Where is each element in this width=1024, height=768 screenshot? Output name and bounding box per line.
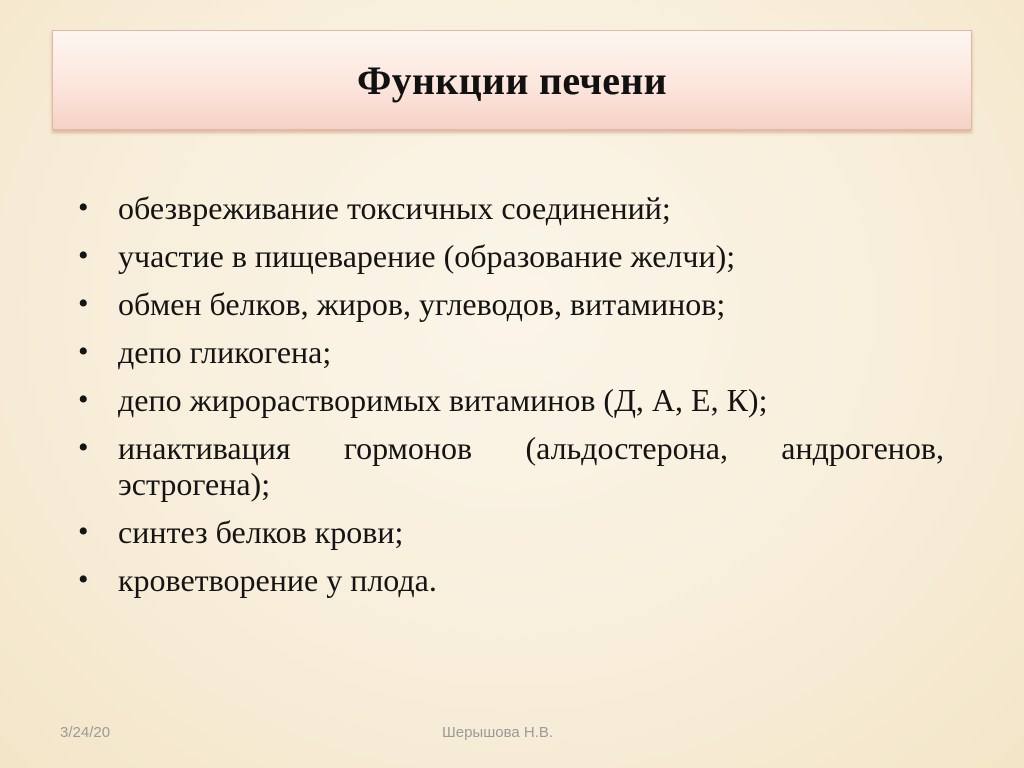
bullet-item: [78, 514, 944, 550]
footer-author: Шерышова Н.В.: [442, 724, 554, 741]
bullet-text: депо жирорастворимых витаминов (Д, А, Е, К);: [118, 382, 768, 418]
bullet-text-continuation: эстрогена);: [118, 466, 271, 502]
title-box: [52, 30, 972, 130]
bullet-item: [78, 238, 944, 274]
bullet-dot-icon: •: [78, 287, 89, 320]
bullet-dot-icon: •: [78, 515, 89, 548]
slide-title: Функции печени: [356, 57, 667, 103]
bullet-text: кроветворение у плода.: [118, 562, 437, 598]
bullet-item: [78, 286, 944, 322]
bullet-text: инактивация гормонов (альдостерона, андрогенов,: [118, 430, 944, 466]
bullet-dot-icon: •: [78, 191, 89, 224]
bullet-list: [78, 190, 944, 610]
bullet-text: обмен белков, жиров, углеводов, витаминов;: [118, 286, 726, 322]
bullet-dot-icon: •: [78, 431, 89, 464]
bullet-dot-icon: •: [78, 335, 89, 368]
bullet-text: участие в пищеварение (образование желчи);: [118, 238, 736, 274]
bullet-text: синтез белков крови;: [118, 514, 404, 550]
bullet-dot-icon: •: [78, 383, 89, 416]
bullet-item: [78, 430, 944, 502]
bullet-dot-icon: •: [78, 563, 89, 596]
bullet-text: депо гликогена;: [118, 334, 332, 370]
bullet-item: [78, 382, 944, 418]
bullet-text: обезвреживание токсичных соединений;: [118, 190, 671, 226]
bullet-item: [78, 562, 944, 598]
bullet-dot-icon: •: [78, 239, 89, 272]
bullet-item: [78, 334, 944, 370]
bullet-item: [78, 190, 944, 226]
footer-date: 3/24/20: [60, 724, 111, 741]
